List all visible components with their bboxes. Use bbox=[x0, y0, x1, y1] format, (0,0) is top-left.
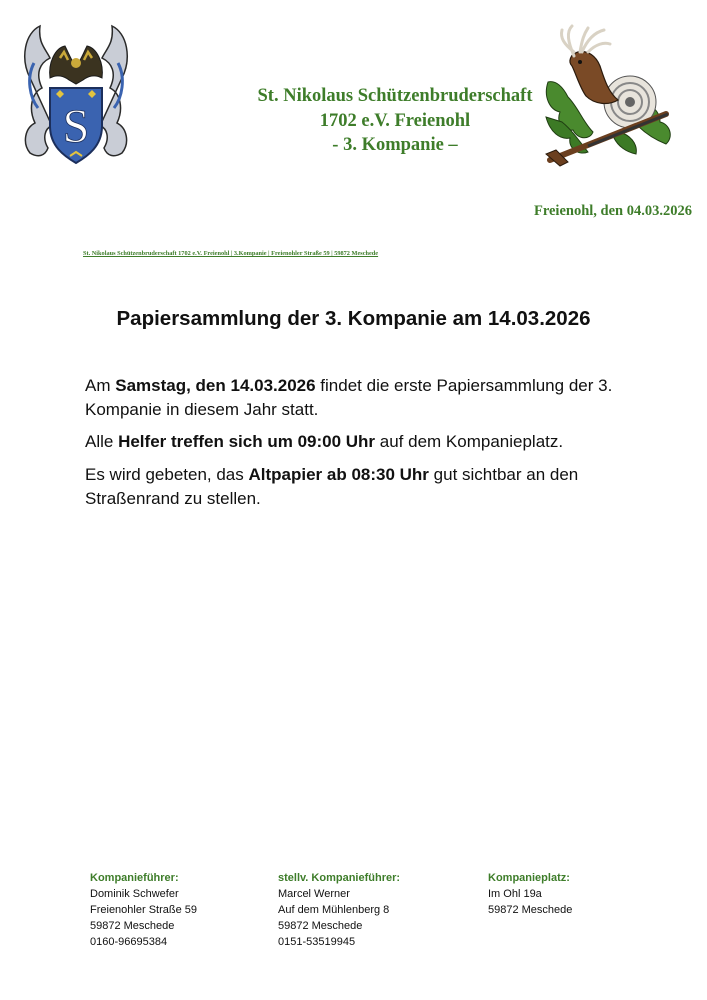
footer-line: Marcel Werner bbox=[278, 888, 350, 900]
paragraph-text: Es wird gebeten, das bbox=[85, 465, 249, 484]
footer-line: 0160-96695384 bbox=[90, 936, 168, 948]
club-name: St. Nikolaus Schützenbruderschaft bbox=[257, 86, 533, 106]
paragraph-emphasis: Helfer treffen sich um 09:00 Uhr bbox=[118, 432, 376, 451]
footer-heading: Kompanieplatz: bbox=[488, 872, 570, 884]
sender-address-line: St. Nikolaus Schützenbruderschaft 1702 e.V. Freienohl | 3.Kompanie | Freienohler Straße 59 | 59872 Meschede bbox=[83, 250, 379, 257]
paragraph-text: auf dem Kompanieplatz. bbox=[375, 432, 564, 451]
footer-line: 59872 Meschede bbox=[90, 920, 175, 932]
footer-line: Freienohler Straße 59 bbox=[90, 904, 197, 916]
footer-line: Auf dem Mühlenberg 8 bbox=[278, 904, 390, 916]
club-founding: 1702 e.V. Freienohl bbox=[319, 111, 471, 131]
coat-of-arms-logo bbox=[20, 18, 132, 173]
footer-company-square bbox=[488, 870, 572, 918]
footer-heading: Kompanieführer: bbox=[90, 872, 179, 884]
footer-line: 59872 Meschede bbox=[278, 920, 363, 932]
document-title: Papiersammlung der 3. Kompanie am 14.03.2026 bbox=[116, 307, 591, 330]
footer-heading: stellv. Kompanieführer: bbox=[278, 872, 401, 884]
body-paragraph-3 bbox=[85, 463, 645, 511]
club-company: - 3. Kompanie – bbox=[332, 135, 458, 155]
letter-date: Freienohl, den 04.03.2026 bbox=[533, 203, 692, 219]
body-paragraph-1 bbox=[85, 374, 645, 422]
footer-deputy-leader bbox=[278, 870, 400, 950]
footer-line: Im Ohl 19a bbox=[488, 888, 542, 900]
footer-line: 0151-53519945 bbox=[278, 936, 356, 948]
paragraph-text: Am bbox=[85, 376, 116, 395]
paragraph-emphasis: Altpapier ab 08:30 Uhr bbox=[248, 465, 429, 484]
svg-text:S: S bbox=[62, 100, 90, 153]
body-paragraph-2 bbox=[85, 430, 645, 454]
paragraph-text: findet die erste Papiersammlung der 3. Kompanie in diesem Jahr statt. bbox=[85, 376, 613, 419]
paragraph-text: gut sichtbar an den Straßenrand zu stellen. bbox=[85, 465, 579, 508]
footer-line: Dominik Schwefer bbox=[90, 888, 179, 900]
footer-company-leader bbox=[90, 870, 197, 950]
paragraph-emphasis: Samstag, den 14.03.2026 bbox=[115, 376, 316, 395]
footer-line: 59872 Meschede bbox=[488, 904, 573, 916]
paragraph-text: Alle bbox=[85, 432, 119, 451]
